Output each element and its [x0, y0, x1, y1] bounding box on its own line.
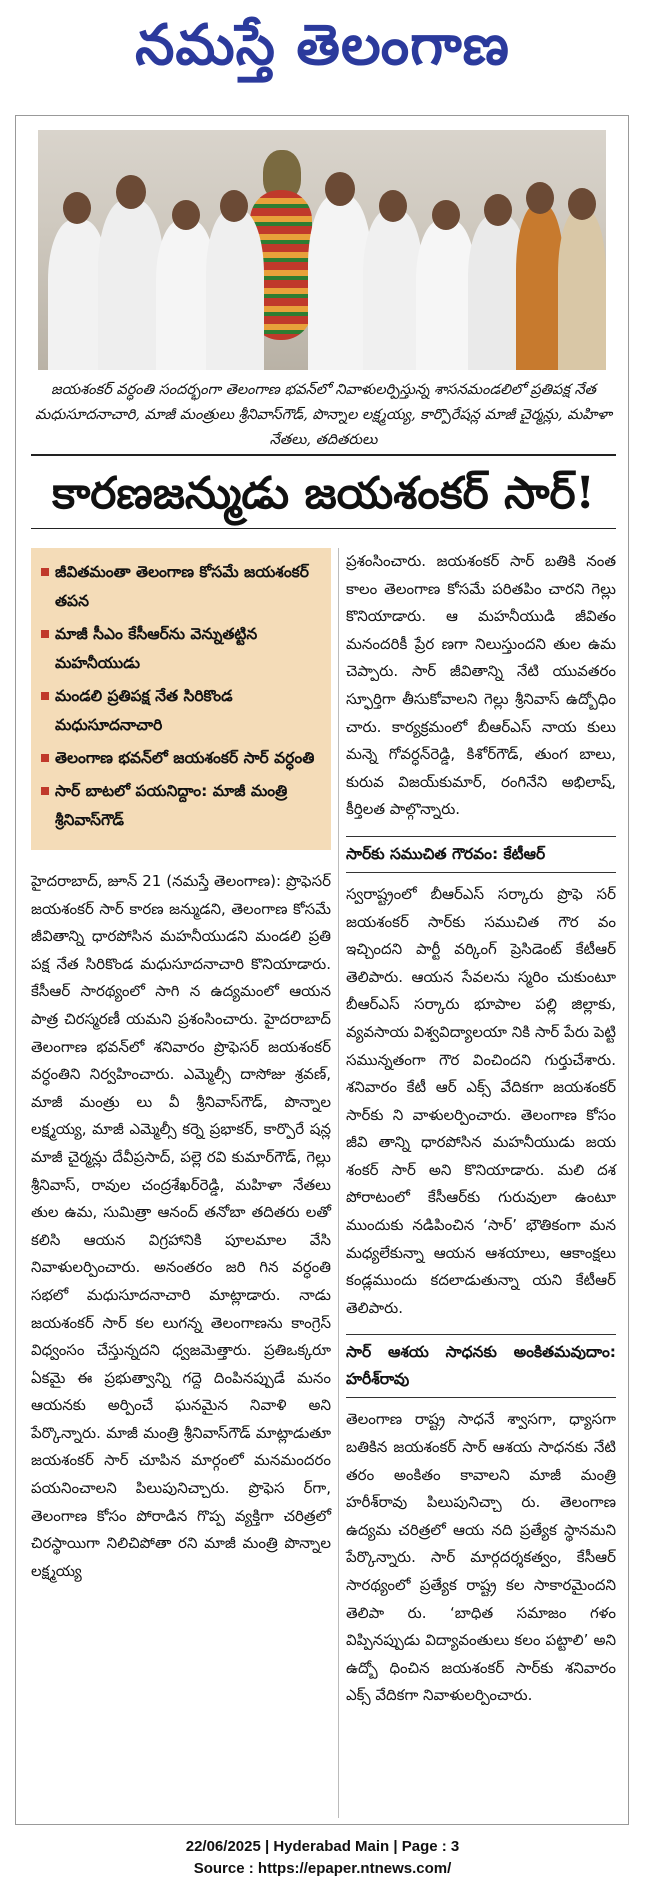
person-head	[172, 200, 200, 230]
footer-source-link[interactable]: Source : https://epaper.ntnews.com/	[193, 1860, 452, 1877]
person-figure	[416, 220, 476, 370]
footer-edition-info: 22/06/2025 | Hyderabad Main | Page : 3	[185, 1838, 460, 1855]
body-paragraph: తెలంగాణ రాష్ట్ర సాధనే శ్వాసగా, ధ్యాసగా బతికిన జయశంకర్ సార్ ఆశయ సాధనకు నేటి తరం అంకితం కావాలని మాజీ మంత్రి హరీశ్‌రావు పిలుపునిచ్చా రు. తెలంగాణ ఉద్యమ చరిత్రలో ఆయ నది ప్రత్యేక స్థానమని పేర్కొన్నారు. సార్ మార్గదర్శకత్వం, కేసీఆర్ సారథ్యంలో ప్రత్యేక రాష్ట్ర కల సాకారమైందని తెలిపా రు. ‘బాధిత సమాజం గళం విప్పినప్పుడు విద్యావంతులు కలం పట్టాలి’ అని ఉద్బో ధించిన జయశంకర్ సార్‌కు శనివారం ఎక్స్ వేదికగా నివాళులర్పించారు.	[346, 1410, 616, 1705]
person-figure	[558, 210, 606, 370]
person-head	[379, 190, 407, 222]
person-head	[568, 188, 596, 220]
person-figure	[206, 210, 264, 370]
left-column	[31, 868, 331, 1585]
person-figure	[363, 210, 423, 370]
article-frame	[15, 115, 629, 1825]
newspaper-logo: నమస్తే తెలంగాణ	[135, 12, 510, 78]
photo-caption: జయశంకర్ వర్ధంతి సందర్భంగా తెలంగాణ భవన్‌లో నివాళులర్పిస్తున్న శాసనమండలిలో ప్రతిపక్ష నేత మధుసూదనాచారి, మాజీ మంత్రులు శ్రీనివాస్‌గౌడ్, పొన్నాల లక్ష్మయ్య, కార్పొరేషన్ల మాజీ చైర్మన్లు, మహిళా నేతలు, తదితరులు	[34, 382, 613, 448]
highlight-item: జీవితమంతా తెలంగాణ కోసమే జయశంకర్ తపన	[39, 558, 323, 616]
masthead	[0, 0, 645, 90]
person-head	[116, 175, 146, 209]
headline-rule-top	[31, 454, 616, 456]
article-photo	[38, 130, 606, 370]
right-column	[346, 548, 616, 1710]
person-head	[63, 192, 91, 224]
column-divider	[338, 548, 339, 1818]
person-figure	[516, 205, 564, 370]
subheading-ktr: సార్‌కు సముచిత గౌరవం: కేటీఆర్	[346, 836, 616, 873]
highlight-item: మాజీ సీఎం కేసీఆర్‌ను వెన్నుతట్టిన మహనీయుడు	[39, 620, 323, 678]
highlight-item: మండలి ప్రతిపక్ష నేత సిరికొండ మధుసూదనాచారి	[39, 682, 323, 740]
headline-rule-bottom	[31, 528, 616, 529]
body-paragraph: హైదరాబాద్, జూన్ 21 (నమస్తే తెలంగాణ): ప్రొఫెసర్ జయశంకర్ సార్ కారణ జన్ముడని, తెలంగాణ కోసమే జీవితాన్ని ధారపోసిన మహనీయుడని మండలి ప్రతి పక్ష నేత సిరికొండ మధుసూదనాచారి కొనియాడారు. కేసీఆర్ సారథ్యంలో సాగి న ఉద్యమంలో ఆయన పాత్ర చిరస్మరణీ యమని ప్రశంసించారు. హైదరాబాద్ తెలంగాణ భవన్‌లో శనివారం ప్రొఫెసర్ జయశంకర్ వర్ధంతిని నిర్వహించారు. ఎమ్మెల్సీ దాసోజు శ్రవణ్, మాజీ మంత్రు లు వీ శ్రీనివాస్‌గౌడ్, పొన్నాల లక్ష్మయ్య, మాజీ ఎమ్మెల్సీ కర్నె ప్రభాకర్, కార్పొరే షన్ల మాజీ చైర్మన్లు దేవీప్రసాద్, పల్లె రవి కుమార్‌గౌడ్, గెల్లు శ్రీనివాస్, రావుల చంద్రశేఖర్‌రెడ్డి, మహిళా నేతలు తుల ఉమ, సుమిత్రా ఆనంద్ తనోబా తదితరు లతో కలిసి ఆయన విగ్రహానికి పూలమాల వేసి నివాళులర్పించారు. అనంతరం జరి గిన వర్ధంతి సభలో మధుసూదనాచారి మాట్లాడారు. నాడు జయశంకర్ సార్ కల లుగన్న తెలంగాణను కాంగ్రెస్ విధ్వంసం చేస్తున్నదని ధ్వజమెత్తారు. ప్రతిఒక్కరూ ఏకమై ఈ ప్రభుత్వాన్ని గద్దె దింపినప్పుడే మనం ఆయనకు అర్పించే ఘనమైన నివాళి అని పేర్కొన్నారు. మాజీ మంత్రి శ్రీనివాస్‌గౌడ్ మాట్లాడుతూ జయశంకర్ సార్ చూపిన మార్గంలో మనమందరం పయనించాలని పిలుపునిచ్చారు. ప్రొఫెస ర్‌గా, తెలంగాణ కోసం పోరాడిన గొప్ప వ్యక్తిగా చరిత్రలో చిరస్థాయిగా నిలిచిపోతా రని మాజీ మంత్రి పొన్నాల లక్ష్మయ్య	[31, 872, 331, 1580]
highlights-box	[31, 548, 331, 850]
person-head	[526, 182, 554, 214]
footer	[0, 1836, 645, 1880]
person-head	[220, 190, 248, 222]
person-head	[484, 194, 512, 226]
body-paragraph: స్వరాష్ట్రంలో బీఆర్‌ఎస్ సర్కారు ప్రొఫె సర్ జయశంకర్ సార్‌కు సముచిత గౌర వం ఇచ్చిందని పార్టీ వర్కింగ్ ప్రెసిడెంట్ కేటీఆర్ తెలిపారు. ఆయన సేవలను స్మరిం చుకుంటూ బీఆర్‌ఎస్ సర్కారు భూపాల పల్లి జిల్లాకు, వ్యవసాయ విశ్వవిద్యాలయా నికి సార్ పేరు పెట్టి సమున్నతంగా గౌర వించిందని గుర్తుచేశారు. శనివారం కేటీ ఆర్ ఎక్స్ వేదికగా జయశంకర్ సార్‌కు ని వాళులర్పించారు. తెలంగాణ కోసం జీవి తాన్ని ధారపోసిన మహనీయుడు జయ శంకర్ సార్ అని కొనియాడారు. మలి దశ పోరాటంలో కేసీఆర్‌కు గురువులా ఉంటూ ముందుకు నడిపించిన ‘సార్’ భౌతికంగా మన మధ్యలేకున్నా ఆయన ఆశయాలు, ఆకాంక్షలు కండ్లముందు కదలాడుతున్నా యని కేటీఆర్ తెలిపారు.	[346, 884, 616, 1317]
person-head	[325, 172, 355, 206]
person-figure	[98, 200, 164, 370]
highlight-item: సార్ బాటలో పయనిద్దాం: మాజీ మంత్రి శ్రీనివాస్‌గౌడ్	[39, 777, 323, 835]
body-paragraph: ప్రశంసించారు. జయశంకర్ సార్ బతికి నంత కాలం తెలంగాణ కోసమే పరితపిం చారని గెల్లు కొనియాడారు. ఆ మహనీయుడి జీవితం మనందరికీ ప్రేర ణగా నిలుస్తుందని తుల ఉమ చెప్పారు. సార్ జీవితాన్ని నేటి యువతరం స్ఫూర్తిగా తీసుకోవాలని గెల్లు శ్రీనివాస్ ఉద్బోధిం చారు. కార్యక్రమంలో బీఆర్‌ఎస్ నాయ కులు మన్నె గోవర్ధన్‌రెడ్డి, కిశోర్‌గౌడ్, తుంగ బాలు, కురువ విజయ్‌కుమార్, రంగినేని అభిలాష్, కీర్తిలత పాల్గొన్నారు.	[346, 552, 616, 819]
subheading-harish-rao: సార్ ఆశయ సాధనకు అంకితమవుదాం: హరీశ్‌రావు	[346, 1334, 616, 1398]
person-head	[432, 200, 460, 230]
highlight-item: తెలంగాణ భవన్‌లో జయశంకర్ సార్ వర్ధంతి	[39, 744, 323, 773]
article-headline: కారణజన్ముడు జయశంకర్ సార్!	[52, 468, 595, 519]
